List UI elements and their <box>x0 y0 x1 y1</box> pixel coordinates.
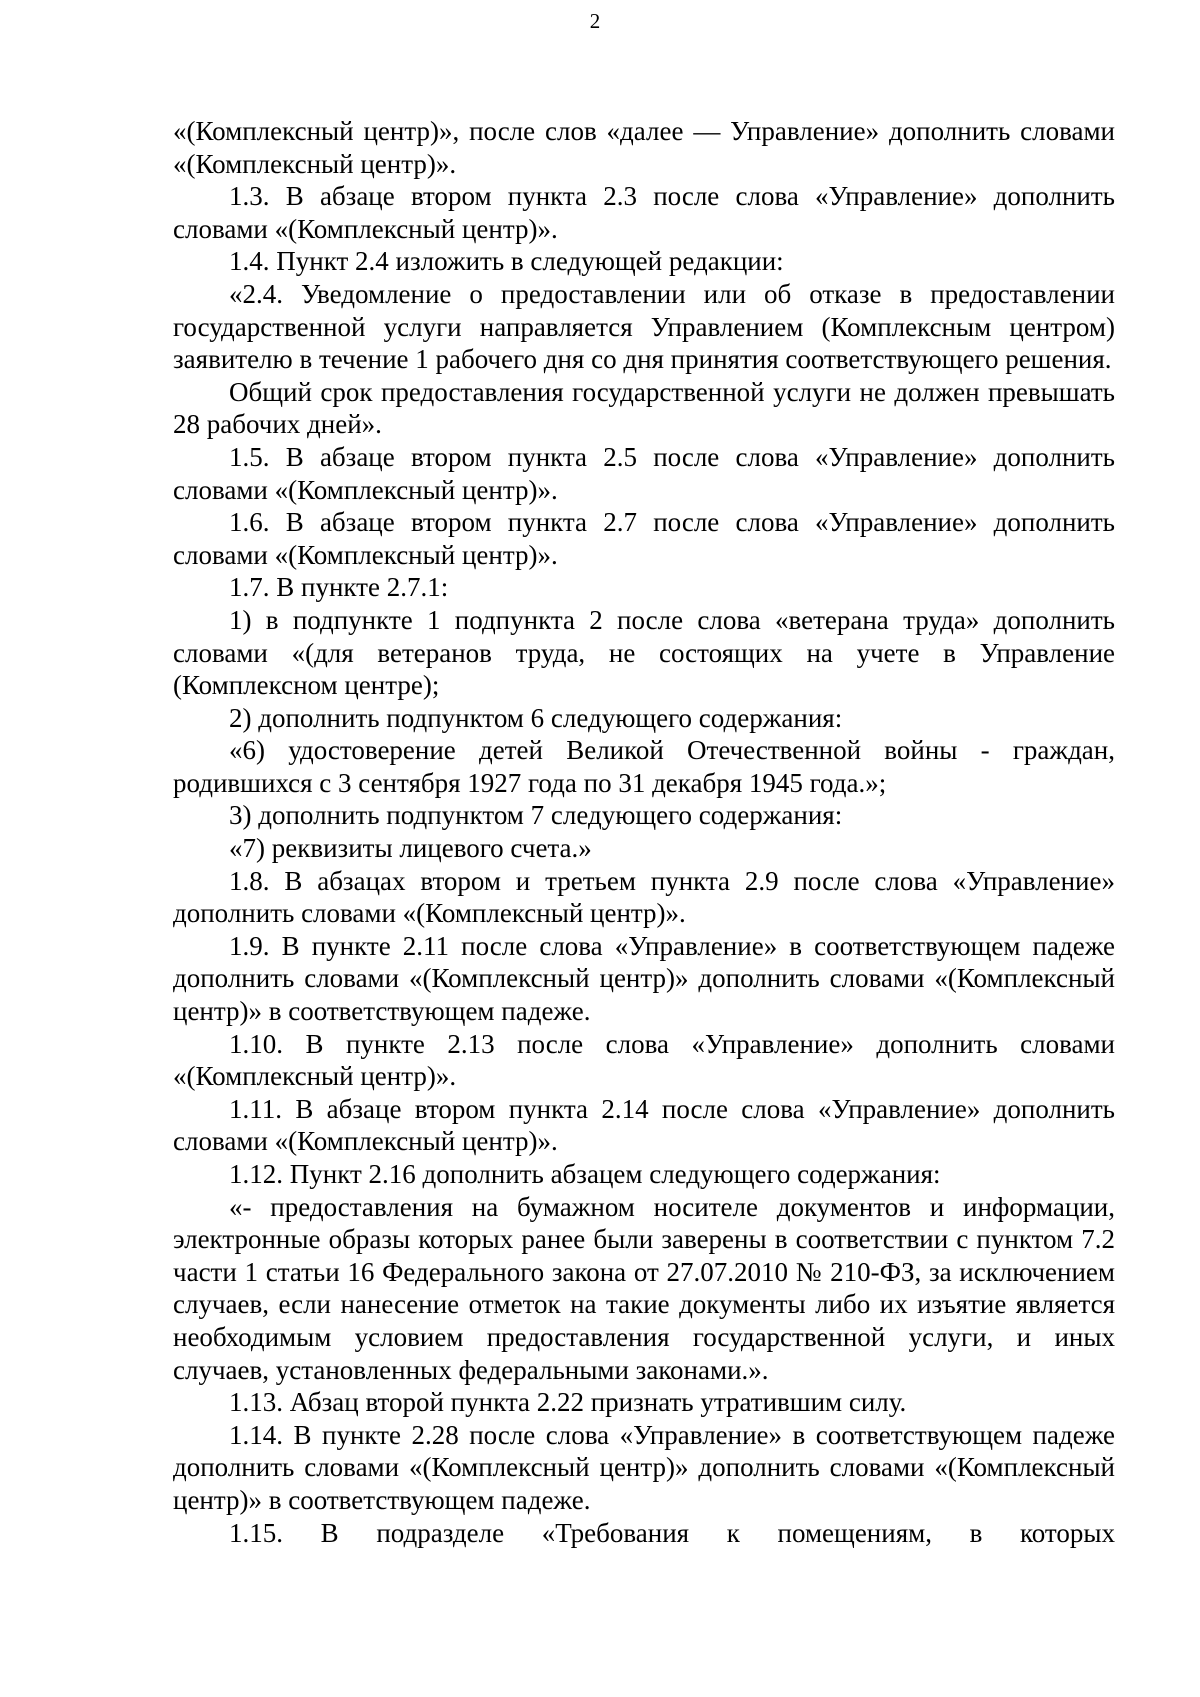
paragraph-1-13: 1.13. Абзац второй пункта 2.22 признать утратившим силу. <box>229 1387 907 1418</box>
paragraph-subitem-6: «6) удостоверение детей Великой Отечественной войны - граждан, родившихся с 3 сентября 1927 года по 31 декабря 1945 года.»; <box>173 735 1115 798</box>
paragraph-1-15: 1.15. В подразделе «Требования к помещениям, в которых <box>229 1517 1115 1548</box>
paragraph-1-7: 1.7. В пункте 2.7.1: <box>229 572 449 603</box>
paragraph-1-9: 1.9. В пункте 2.11 после слова «Управление» в соответствующем падеже дополнить словами «(Комплексный центр)» дополнить словами «(Комплексный центр)» в соответствующем падеже. <box>173 930 1115 1027</box>
paragraph-1-8: 1.8. В абзацах втором и третьем пункта 2.9 после слова «Управление» дополнить словами «(Комплексный центр)». <box>173 865 1115 929</box>
paragraph-subitem-7: «7) реквизиты лицевого счета.» <box>229 833 592 864</box>
paragraph-1-4: 1.4. Пункт 2.4 изложить в следующей редакции: <box>229 246 784 277</box>
paragraph-1-10: 1.10. В пункте 2.13 после слова «Управление» дополнить словами «(Комплексный центр)». <box>173 1028 1115 1092</box>
paragraph-2-16-text: «- предоставления на бумажном носителе документов и информации, электронные образы которых ранее были заверены в соответствии с пунктом 7.2 части 1 статьи 16 Федерального закона от 27.07.2010 № 210-ФЗ, за исключением случаев, если нанесение отметок на такие документы либо их изъятие является необходимым условием предоставления государственной услуги, и иных случаев, установленных федеральными законами.». <box>173 1191 1115 1385</box>
document-body <box>173 115 1115 1549</box>
paragraph-1-14: 1.14. В пункте 2.28 после слова «Управление» в соответствующем падеже дополнить словами «(Комплексный центр)» дополнить словами «(Комплексный центр)» в соответствующем падеже. <box>173 1419 1115 1515</box>
paragraph-item-1: 1) в подпункте 1 подпункта 2 после слова «ветерана труда» дополнить словами «(для ветеранов труда, не состоящих на учете в Управление (Комплексном центре); <box>173 604 1115 701</box>
paragraph-1-6: 1.6. В абзаце втором пункта 2.7 после слова «Управление» дополнить словами «(Комплексный центр)». <box>173 507 1115 570</box>
paragraph-item-2: 2) дополнить подпунктом 6 следующего содержания: <box>229 702 843 733</box>
paragraph-2-4-text: «2.4. Уведомление о предоставлении или об отказе в предоставлении государственной услуги направляется Управлением (Комплексным центром) заявителю в течение 1 рабочего дня со дня принятия соответствующего решения. <box>173 278 1115 375</box>
paragraph-item-3: 3) дополнить подпунктом 7 следующего содержания: <box>229 800 843 831</box>
page-number: 2 <box>589 9 601 33</box>
paragraph-1-5: 1.5. В абзаце втором пункта 2.5 после слова «Управление» дополнить словами «(Комплексный центр)». <box>173 441 1115 505</box>
paragraph-1-12: 1.12. Пункт 2.16 дополнить абзацем следующего содержания: <box>229 1159 941 1189</box>
paragraph-1-11: 1.11. В абзаце втором пункта 2.14 после слова «Управление» дополнить словами «(Комплексный центр)». <box>173 1093 1115 1157</box>
paragraph-total-term: Общий срок предоставления государственной услуги не должен превышать 28 рабочих дней». <box>173 376 1115 440</box>
paragraph-1-3: 1.3. В абзаце втором пункта 2.3 после слова «Управление» дополнить словами «(Комплексный центр)». <box>173 181 1115 244</box>
paragraph-continuation: «(Комплексный центр)», после слов «далее — Управление» дополнить словами «(Комплексный центр)». <box>173 116 1115 179</box>
